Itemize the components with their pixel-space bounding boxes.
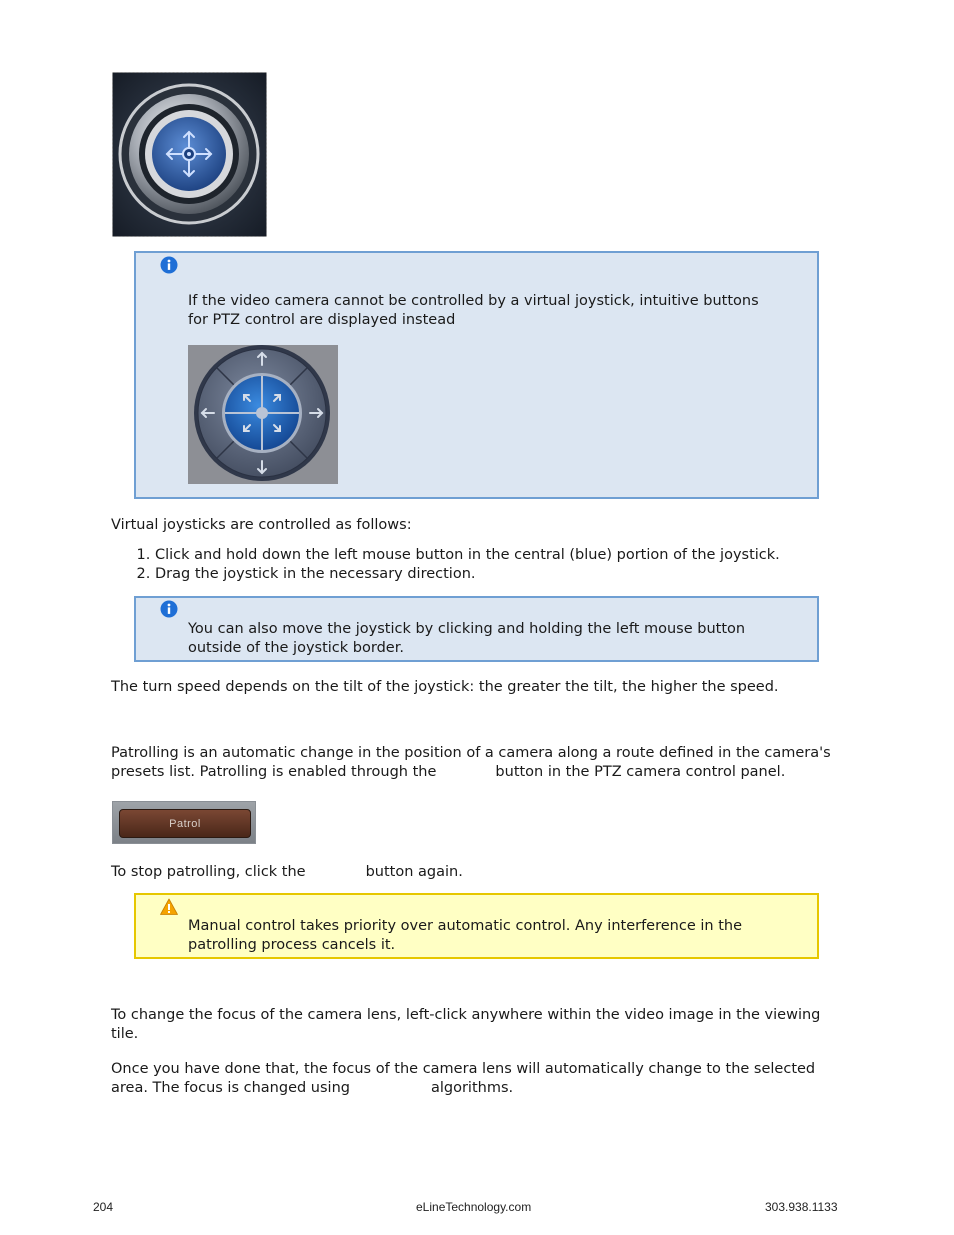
patrolling-line2-b: button in the PTZ camera control panel.	[495, 764, 786, 780]
focus-paragraph-1	[111, 1006, 841, 1044]
note2-text-line2: outside of the joystick border.	[188, 640, 404, 656]
focus1-line2: tile.	[111, 1026, 139, 1042]
stop-text-b: button again.	[365, 864, 463, 880]
stop-text-a: To stop patrolling, click the	[111, 864, 306, 880]
focus1-line1: To change the focus of the camera lens, left-click anywhere within the video image in the viewing	[111, 1007, 821, 1023]
virtual-joystick-image	[112, 72, 267, 237]
patrolling-paragraph	[111, 744, 841, 782]
patrolling-line1: Patrolling is an automatic change in the position of a camera along a route defined in the camera's	[111, 745, 831, 761]
stop-patrolling-text	[111, 863, 841, 882]
footer-site: eLineTechnology.com	[416, 1200, 532, 1214]
footer-phone: 303.938.1133	[765, 1200, 838, 1214]
patrol-button-label: Patrol	[169, 817, 201, 830]
info-note-ptz-buttons	[134, 251, 819, 499]
note1-text-line2: for PTZ control are displayed instead	[188, 312, 456, 328]
patrol-button-image	[112, 801, 256, 844]
step-1: 1. Click and hold down the left mouse button in the central (blue) portion of the joystick.	[155, 546, 780, 565]
info-icon	[160, 256, 178, 274]
turn-speed-text: The turn speed depends on the tilt of the joystick: the greater the tilt, the higher the speed.	[111, 679, 779, 695]
note1-text-line1: If the video camera cannot be controlled by a virtual joystick, intuitive buttons	[188, 293, 759, 309]
focus2-line2-a: area. The focus is changed using	[111, 1080, 350, 1096]
patrol-button[interactable]	[119, 809, 251, 838]
joystick-steps-list	[111, 546, 780, 584]
page-number: 204	[93, 1200, 114, 1214]
note2-text-line1: You can also move the joystick by clicking and holding the left mouse button	[188, 621, 746, 637]
joystick-intro: Virtual joysticks are controlled as follows:	[111, 517, 412, 533]
step-2: 2. Drag the joystick in the necessary direction.	[155, 565, 780, 584]
focus2-line2-b: algorithms.	[430, 1080, 514, 1096]
patrolling-line2-a: presets list. Patrolling is enabled through the	[111, 764, 437, 780]
info-note-joystick-border	[134, 596, 819, 662]
focus2-line1: Once you have done that, the focus of the camera lens will automatically change to the selected	[111, 1061, 816, 1077]
warning-note	[134, 893, 819, 959]
ptz-buttons-image	[188, 345, 338, 484]
focus2-line2	[111, 1079, 841, 1098]
focus-paragraph-2	[111, 1060, 841, 1098]
warning-text-line1: Manual control takes priority over automatic control. Any interference in the	[188, 918, 742, 934]
info-icon	[160, 600, 178, 618]
patrolling-line2	[111, 763, 841, 782]
warning-text-line2: patrolling process cancels it.	[188, 937, 396, 953]
warning-icon	[160, 898, 178, 916]
